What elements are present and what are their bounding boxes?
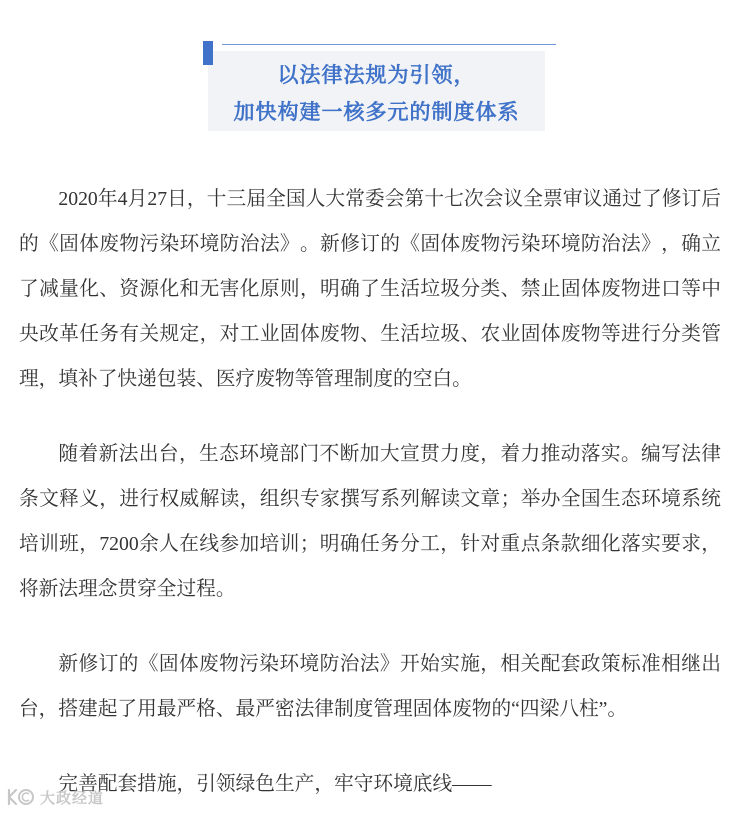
paragraph-law-adoption: 2020年4月27日，十三届全国人大常委会第十七次会议全票审议通过了修订后的《固体废物污染环境防治法》。新修订的《固体废物污染环境防治法》，确立了减量化、资源化和无害化原则，明确了生活垃圾分类、禁止固体废物进口等中央改革任务有关规定，对工业固体废物、生活垃圾、农业固体废物等进行分类管理，填补了快递包装、医疗废物等管理制度的空白。	[19, 188, 721, 390]
section-title-line-2: 加快构建一核多元的制度体系	[233, 101, 520, 124]
watermark-text: 大政经道	[40, 789, 105, 807]
title-top-rule	[222, 44, 556, 45]
paragraph-subheading: 完善配套措施，引领绿色生产，牢守环境底线——	[58, 773, 492, 795]
section-title-line-1: 以法律法规为引领，	[277, 64, 476, 87]
paragraph-implementation: 新修订的《固体废物污染环境防治法》开始实施，相关配套政策标准相继出台，搭建起了用最严格、最严密法律制度管理固体废物的“四梁八柱”。	[19, 653, 721, 720]
section-title-box	[208, 51, 545, 131]
title-accent-bar	[203, 41, 213, 65]
article-body	[19, 177, 721, 837]
paragraph-promotion: 随着新法出台，生态环境部门不断加大宣贯力度，着力推动落实。编写法律条文释义，进行权威解读，组织专家撰写系列解读文章；举办全国生态环境系统培训班，7200余人在线参加培训；明确任务分工，针对重点条款细化落实要求，将新法理念贯穿全过程。	[19, 443, 721, 600]
section-header	[0, 0, 743, 140]
